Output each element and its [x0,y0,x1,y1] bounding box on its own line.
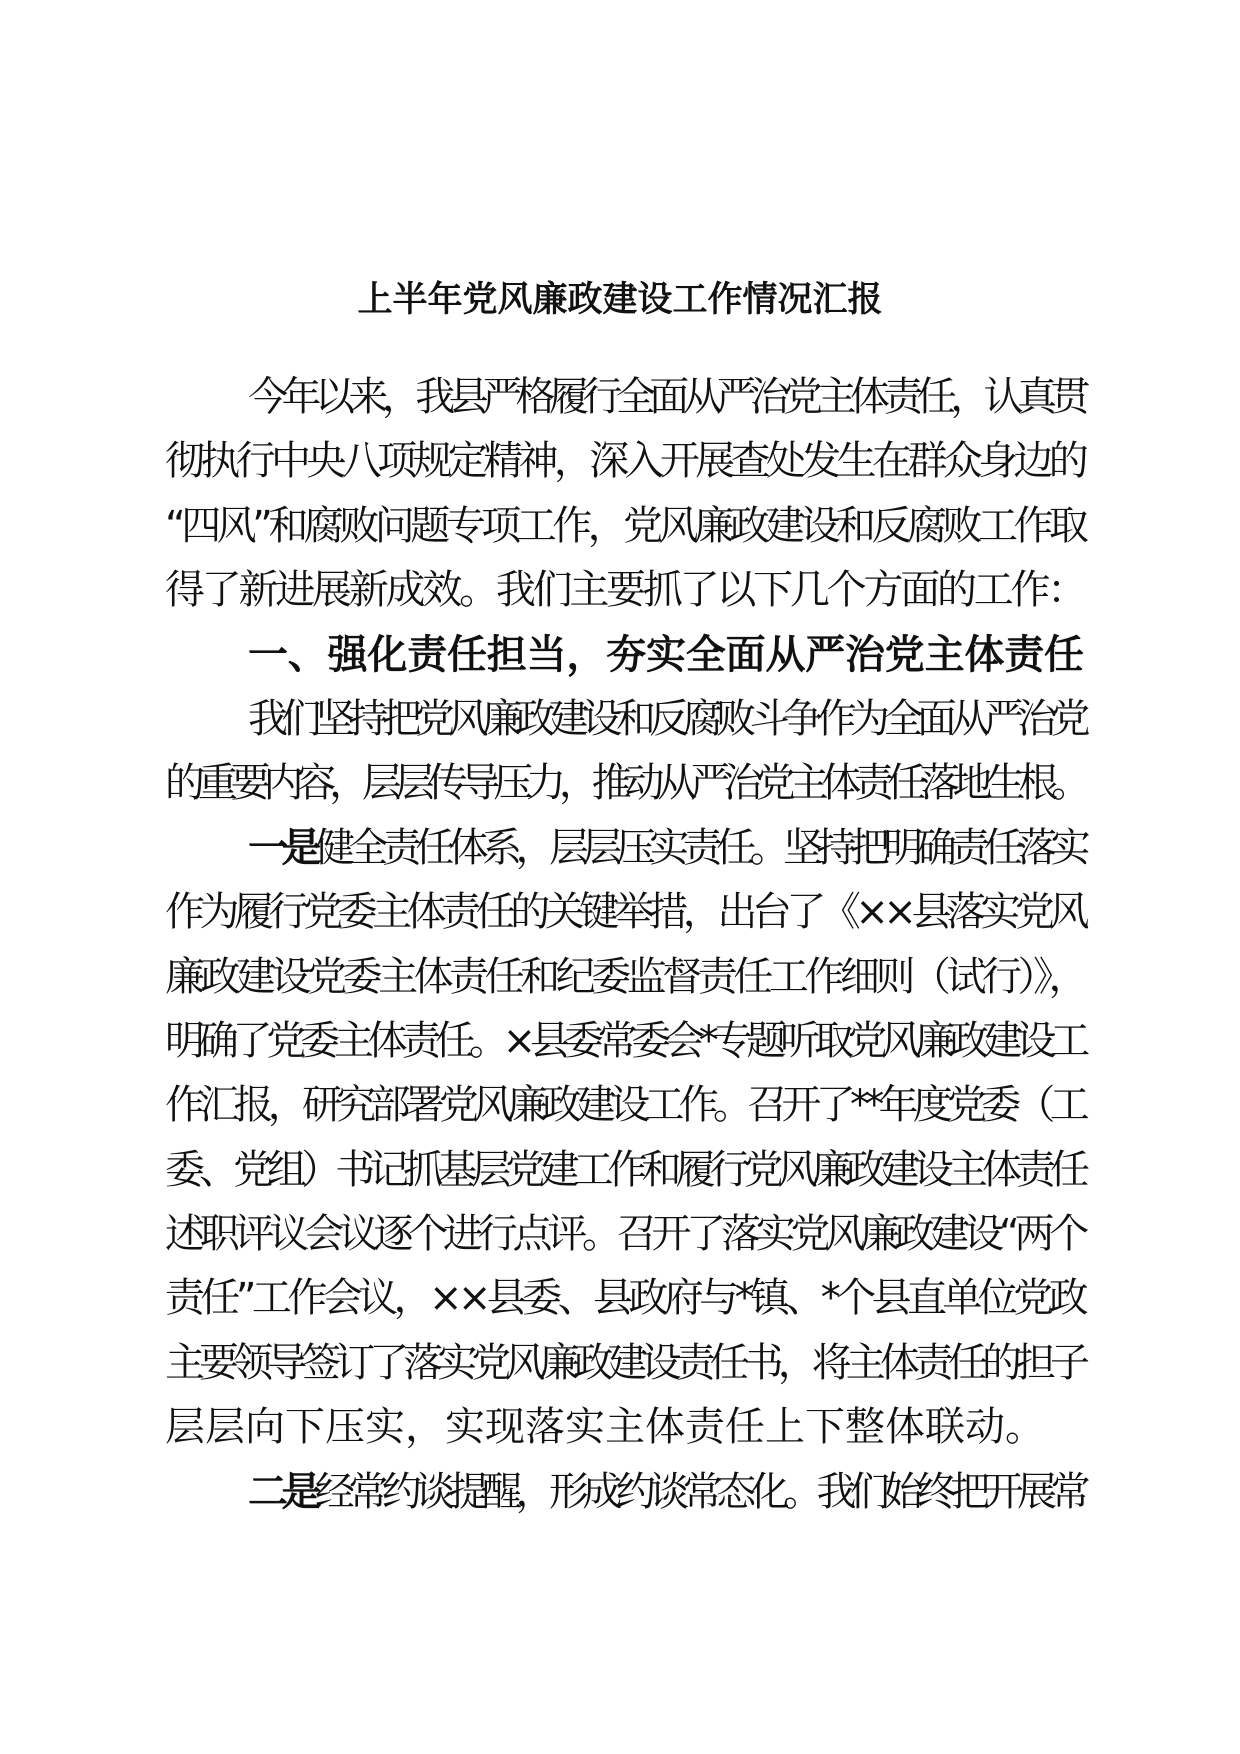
item-line: 层层向下压实，实现落实主体责任上下整体联动。 [165,1404,1045,1451]
section-para-line: 的重要内容，层层传导压力，推动从严治党主体责任落地生根。 [165,760,1084,807]
item-lead: 一是 [248,824,315,871]
item-line: 主要领导签订了落实党风廉政建设责任书，将主体责任的担子 [165,1339,1085,1386]
item-first-line [165,1460,1084,1524]
item-lead: 二是 [248,1468,315,1515]
document-body [165,365,1084,1524]
intro-line: 彻执行中央八项规定精神，深入开展查处发生在群众身边的 [165,438,1085,485]
item-line: 述职评议会议逐个进行点评。召开了落实党风廉政建设“两个 [165,1211,1084,1258]
item-line: 委、党组）书记抓基层党建工作和履行党风廉政建设主体责任 [165,1146,1085,1193]
item-text: 健全责任体系，层层压实责任。坚持把明确责任落实 [314,824,1085,871]
intro-line: 今年以来，我县严格履行全面从严治党主体责任，认真贯 [248,374,1084,420]
intro-line: “四风”和腐败问题专项工作，党风廉政建设和反腐败工作取 [165,502,1085,549]
section-para-line: 我们坚持把党风廉政建设和反腐败斗争作为全面从严治党 [248,695,1084,742]
document-title: 上半年党风廉政建设工作情况汇报 [357,280,883,320]
item-first-line [165,816,1084,880]
item-line: 廉政建设党委主体责任和纪委监督责任工作细则（试行）》， [165,953,1085,1000]
item-line: 责任”工作会议，××县委、县政府与*镇、*个县直单位党政 [165,1275,1084,1322]
item-text: 经常约谈提醒，形成约谈常态化。我们始终把开展常 [314,1468,1085,1515]
item-line: 明确了党委主体责任。×县委常委会*专题听取党风廉政建设工 [165,1017,1084,1064]
intro-line: 得了新进展新成效。我们主要抓了以下几个方面的工作： [165,567,1084,614]
item-line: 作汇报，研究部署党风廉政建设工作。召开了**年度党委（工 [165,1082,1084,1129]
section-heading: 一、强化责任担当，夯实全面从严治党主体责任 [248,631,1084,678]
item-line: 作为履行党委主体责任的关键举措，出台了《××县落实党风 [165,889,1085,936]
